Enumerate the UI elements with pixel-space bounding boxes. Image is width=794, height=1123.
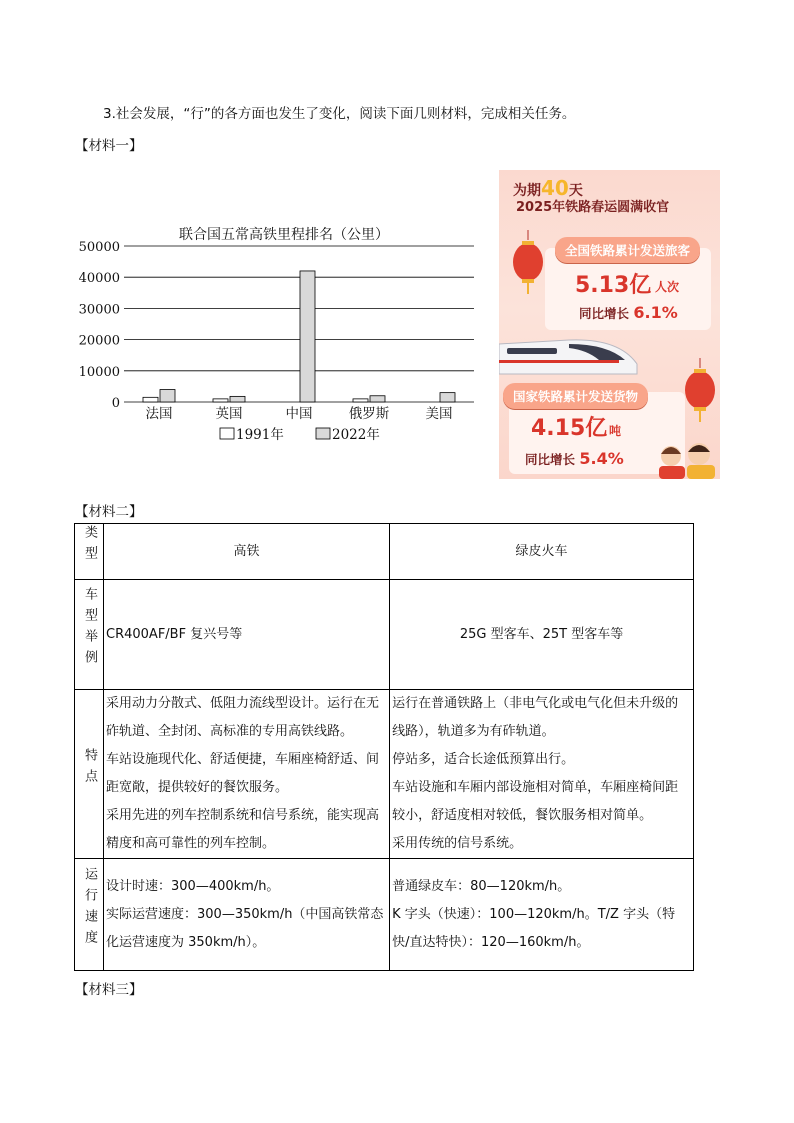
feature-green-line: 运行在普通铁路上（非电气化或电气化但未升级的线路），轨道多为有砟轨道。 bbox=[392, 696, 679, 739]
bar-series2 bbox=[300, 271, 315, 402]
speed-green-line: K 字头（快速）：100—120km/h。T/Z 字头（特快/直达特快）：120—160km/h。 bbox=[392, 906, 676, 950]
material2-label: 【材料二】 bbox=[75, 504, 143, 520]
feature-green-line: 停站多，适合长途低预算出行。 bbox=[392, 752, 575, 767]
freight-growth bbox=[525, 449, 624, 468]
table-row bbox=[75, 524, 694, 580]
speed-hsr-line: 实际运营速度：300—350km/h（中国高铁常态化运营速度为 350km/h）。 bbox=[106, 906, 384, 950]
feature-hsr-line: 采用动力分散式、低阻力流线型设计。运行在无砟轨道、全封闭、高标准的专用高铁线路。 bbox=[106, 696, 380, 739]
speed-hsr-line: 设计时速：300—400km/h。 bbox=[106, 878, 280, 894]
spring-transport-poster bbox=[499, 170, 720, 479]
passenger-growth bbox=[579, 303, 678, 322]
poster-subtitle: 2025年铁路春运圆满收官 bbox=[516, 200, 670, 215]
feature-green-line: 车站设施和车厢内部设施相对简单，车厢座椅间距较小，舒适度相对较低，餐饮服务相对简单。 bbox=[392, 780, 679, 823]
feature-hsr-line: 采用先进的列车控制系统和信号系统，能实现高精度和高可靠性的列车控制。 bbox=[106, 808, 380, 851]
y-tick-label: 50000 bbox=[78, 240, 120, 255]
passenger-value: 5.13亿 bbox=[575, 273, 652, 298]
feature-green-line: 采用传统的信号系统。 bbox=[392, 836, 523, 851]
model-green: 25G 型客车、25T 型客车等 bbox=[390, 580, 694, 690]
family-illustration-icon bbox=[649, 440, 720, 479]
y-tick-label: 20000 bbox=[78, 333, 120, 349]
bar-series1 bbox=[143, 397, 158, 402]
bar-series1 bbox=[353, 399, 368, 402]
freight-growth-label: 同比增长 bbox=[525, 452, 576, 467]
lantern-icon bbox=[683, 358, 717, 422]
speed-green-cell bbox=[390, 859, 694, 971]
lantern-icon bbox=[511, 230, 545, 294]
bar-series2 bbox=[160, 390, 175, 402]
legend-swatch bbox=[220, 428, 234, 439]
question-text: 3.社会发展，“行”的各方面也发生了变化，阅读下面几则材料，完成相关任务。 bbox=[103, 106, 576, 122]
legend-label: 1991年 bbox=[236, 427, 284, 443]
passenger-growth-label: 同比增长 bbox=[579, 306, 630, 321]
x-tick-label: 俄罗斯 bbox=[348, 406, 390, 422]
x-tick-label: 美国 bbox=[425, 406, 453, 422]
chart-title: 联合国五常高铁里程排名（公里） bbox=[179, 227, 389, 243]
table-row bbox=[75, 859, 694, 971]
speed-hsr-cell bbox=[104, 859, 390, 971]
feature-hsr-cell bbox=[104, 690, 390, 859]
model-label-cell bbox=[75, 580, 104, 690]
table-row bbox=[75, 690, 694, 859]
train-comparison-table bbox=[74, 523, 694, 971]
model-hsr: CR400AF/BF 复兴号等 bbox=[104, 580, 390, 690]
hsr-header: 高铁 bbox=[104, 524, 390, 580]
passenger-label: 全国铁路累计发送旅客 bbox=[555, 237, 700, 263]
y-tick-label: 0 bbox=[111, 396, 120, 411]
x-tick-label: 中国 bbox=[285, 406, 313, 422]
poster-title-post: 天 bbox=[568, 183, 583, 199]
model-label: 车型举例 bbox=[82, 587, 97, 671]
green-train-header: 绿皮火车 bbox=[390, 524, 694, 580]
bar-series2 bbox=[370, 396, 385, 402]
x-tick-label: 英国 bbox=[215, 406, 243, 422]
speed-green-line: 普通绿皮车：80—120km/h。 bbox=[392, 878, 571, 894]
bar-series2 bbox=[440, 393, 455, 402]
passenger-unit: 人次 bbox=[655, 280, 680, 294]
x-tick-label: 法国 bbox=[145, 406, 173, 422]
y-tick-label: 30000 bbox=[78, 302, 120, 318]
feature-label: 特点 bbox=[82, 747, 97, 790]
chart-svg bbox=[74, 218, 484, 458]
freight-label: 国家铁路累计发送货物 bbox=[503, 383, 648, 409]
type-label-cell bbox=[75, 524, 104, 580]
y-tick-label: 10000 bbox=[78, 364, 120, 380]
passenger-growth-value: 6.1% bbox=[633, 303, 678, 322]
legend-swatch bbox=[316, 428, 330, 439]
bar-series1 bbox=[213, 399, 228, 402]
feature-green-cell bbox=[390, 690, 694, 859]
table-row bbox=[75, 580, 694, 690]
mileage-chart bbox=[74, 218, 484, 458]
material1-label: 【材料一】 bbox=[75, 138, 143, 154]
speed-label: 运行速度 bbox=[82, 867, 97, 951]
freight-value: 4.15亿 bbox=[531, 416, 608, 441]
poster-title-pre: 为期 bbox=[513, 183, 541, 199]
material3-label: 【材料三】 bbox=[75, 982, 143, 998]
freight-growth-value: 5.4% bbox=[579, 449, 624, 468]
high-speed-train-icon bbox=[499, 330, 639, 380]
freight-unit: 吨 bbox=[609, 424, 622, 438]
y-tick-label: 40000 bbox=[78, 271, 120, 287]
bar-series2 bbox=[230, 396, 245, 402]
speed-label-cell bbox=[75, 859, 104, 971]
feature-label-cell bbox=[75, 690, 104, 859]
type-label: 类型 bbox=[82, 525, 97, 567]
legend-label: 2022年 bbox=[332, 427, 380, 443]
poster-title-num: 40 bbox=[541, 176, 569, 200]
feature-hsr-line: 车站设施现代化、舒适便捷，车厢座椅舒适、间距宽敞，提供较好的餐饮服务。 bbox=[106, 752, 380, 795]
